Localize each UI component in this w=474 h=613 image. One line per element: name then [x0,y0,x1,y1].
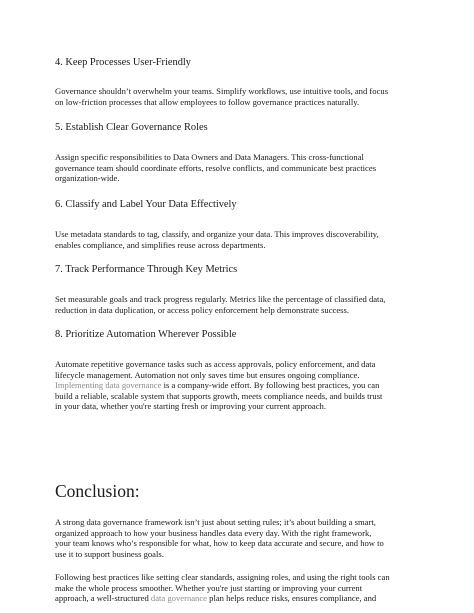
paragraph-line: make the whole process smoother. Whether you're just starting or improving your current [55,582,363,593]
paragraph-line: in your data, whether you're starting fresh or improving your current approach. [55,401,326,411]
paragraph-line: Automate repetitive governance tasks such as access approvals, policy enforcement, and data [55,359,376,369]
section-heading-5: 5. Establish Clear Governance Roles [55,122,208,133]
section-heading-4: 4. Keep Processes User-Friendly [55,57,191,68]
implementing-data-governance-link[interactable]: Implementing data governance [55,380,162,390]
paragraph-line: governance team should coordinate efforts, resolve conflicts, and communicate best practices [55,162,377,173]
section-paragraph-5 [55,152,376,184]
section-paragraph-7 [55,294,385,315]
paragraph-line: use it to support business goals. [55,548,164,559]
paragraph-text: is a company-wide effort. By following best practices, you can [161,380,380,390]
conclusion-heading: Conclusion: [55,481,140,501]
data-governance-link[interactable]: data governance [150,593,207,603]
paragraph-line-with-link [55,593,390,604]
paragraph-line: Assign specific responsibilities to Data Owners and Data Managers. This cross-functional [55,152,364,162]
paragraph-text: plan helps reduce risks, ensures compliance, and [207,593,377,603]
section-paragraph-6 [55,229,379,250]
conclusion-paragraph-2 [55,572,390,604]
section-paragraph-8 [55,359,382,412]
section-paragraph-4 [55,86,388,107]
paragraph-line: on low-friction processes that allow employees to follow governance practices naturally. [55,96,360,107]
section-heading-6: 6. Classify and Label Your Data Effectively [55,199,237,210]
paragraph-line: build a reliable, scalable system that supports growth, meets compliance needs, and builds trust [55,390,383,401]
paragraph-line: Use metadata standards to tag, classify, and organize your data. This improves discoverability, [55,229,379,239]
paragraph-line: Governance shouldn’t overwhelm your teams. Simplify workflows, use intuitive tools, and focus [55,86,389,96]
conclusion-paragraph-1 [55,517,384,559]
paragraph-line: Set measurable goals and track progress regularly. Metrics like the percentage of classified data, [55,294,386,304]
section-heading-8: 8. Prioritize Automation Wherever Possible [55,329,237,340]
paragraph-line: Following best practices like setting clear standards, assigning roles, and using the right tools can [55,572,390,582]
paragraph-line: organized approach to how your business handles data every day. With the right framework, [55,527,372,538]
paragraph-line: reduction in data duplication, or access policy enforcement help demonstrate success. [55,304,349,315]
paragraph-line: enables compliance, and simplifies reuse across departments. [55,239,266,250]
paragraph-line: lifecycle management. Automation not only saves time but ensures ongoing compliance. [55,369,360,380]
paragraph-line: organization-wide. [55,173,120,183]
paragraph-line-with-link [55,380,382,391]
paragraph-line: A strong data governance framework isn’t just about setting rules; it’s about building a smart, [55,517,376,527]
section-heading-7: 7. Track Performance Through Key Metrics [55,264,238,275]
paragraph-text: approach, a well-structured [55,593,151,603]
paragraph-line: your team knows who’s responsible for what, how to keep data accurate and secure, and how to [55,538,384,548]
